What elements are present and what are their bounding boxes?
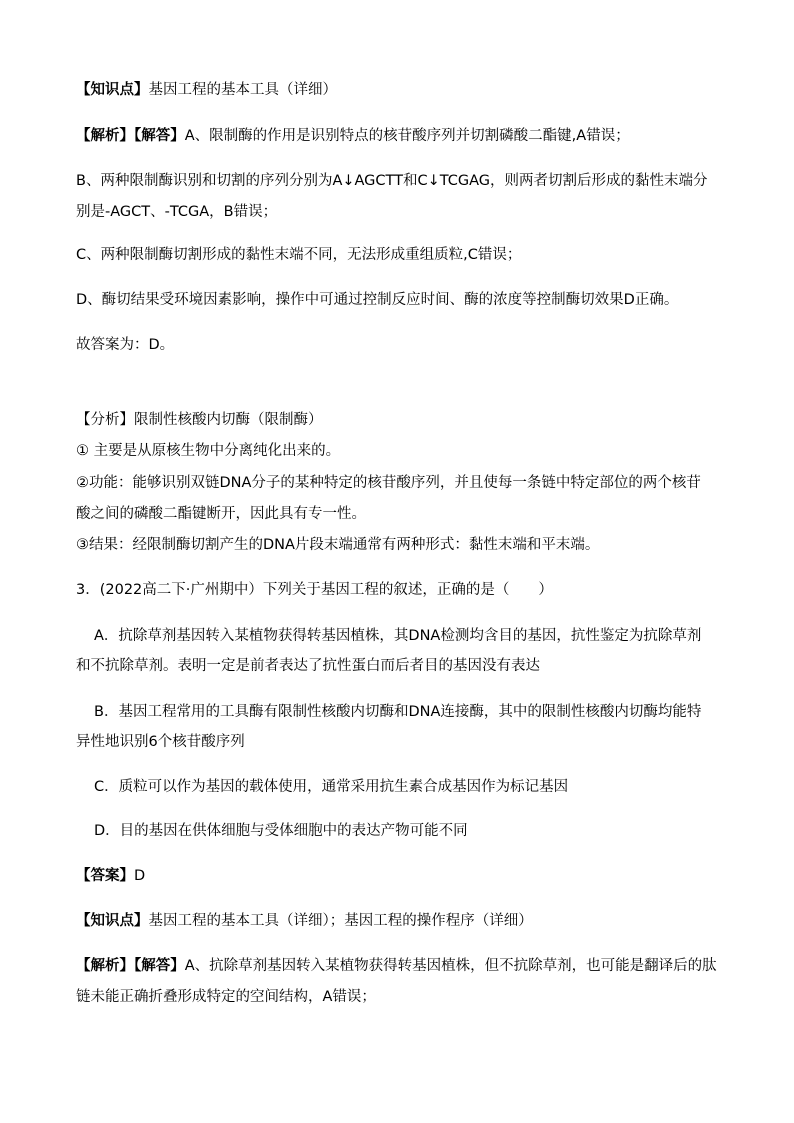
q3-analysis-a1-text: A、抗除草剂基因转入某植物获得转基因植株，但不抗除草剂，也可能是翻译后的肽 xyxy=(184,958,717,974)
q3-analysis-label: 【解析】【解答】 xyxy=(76,958,185,974)
q3-analysis-line2: 链未能正确折叠形成特定的空间结构，A错误； xyxy=(76,989,376,1005)
point-3: ③结果：经限制酶切割产生的DNA片段末端通常有两种形式：黏性末端和平末端。 xyxy=(76,537,600,553)
knowledge-point-label: 【知识点】 xyxy=(76,82,149,98)
analysis-line-d: D、酶切结果受环境因素影响，操作中可通过控制反应时间、酶的浓度等控制酶切效果D正确。 xyxy=(76,292,679,308)
option-b-line2: 异性地识别6个核苷酸序列 xyxy=(76,734,245,750)
answer-text: D xyxy=(134,868,146,884)
analysis-a-text: A、限制酶的作用是识别特点的核苷酸序列并切割磷酸二酯键,A错误； xyxy=(184,128,630,144)
fenxi-line xyxy=(76,410,736,430)
answer-label: 【答案】 xyxy=(76,868,134,884)
analysis-label: 【解析】【解答】 xyxy=(76,128,185,144)
q3-knowledge-point-label: 【知识点】 xyxy=(76,913,149,929)
knowledge-point-line xyxy=(76,80,736,100)
q3-knowledge-point-line xyxy=(76,911,736,931)
analysis-line-b2: 别是-AGCT、-TCGA，B错误； xyxy=(76,204,278,220)
option-a-line1: A．抗除草剂基因转入某植物获得转基因植株，其DNA检测均含目的基因，抗性鉴定为抗除草剂 xyxy=(94,628,702,644)
q3-knowledge-point-text: 基因工程的基本工具（详细）；基因工程的操作程序（详细） xyxy=(148,913,533,929)
point-1: ① 主要是从原核生物中分离纯化出来的。 xyxy=(76,443,341,459)
analysis-line-b1: B、两种限制酶识别和切割的序列分别为A↓AGCTT和C↓TCGAG，则两者切割后形成的黏性末端分 xyxy=(76,173,708,189)
answer-line xyxy=(76,866,736,886)
fenxi-text: 限制性核酸内切酶（限制酶） xyxy=(134,412,323,428)
option-c: C．质粒可以作为基因的载体使用，通常采用抗生素合成基因作为标记基因 xyxy=(94,779,569,795)
q3-analysis-line1 xyxy=(76,956,736,976)
fenxi-label: 【分析】 xyxy=(76,412,134,428)
analysis-line-c: C、两种限制酶切割形成的黏性末端不同，无法形成重组质粒,C错误； xyxy=(76,247,522,263)
question-3-stem: 3．(2022高二下·广州期中）下列关于基因工程的叙述，正确的是（ ） xyxy=(76,582,553,598)
option-a-line2: 和不抗除草剂。表明一定是前者表达了抗性蛋白而后者目的基因没有表达 xyxy=(76,658,540,674)
option-b-line1: B．基因工程常用的工具酶有限制性核酸内切酶和DNA连接酶，其中的限制性核酸内切酶均能特 xyxy=(94,704,702,720)
point-2-line2: 酸之间的磷酸二酯键断开，因此具有专一性。 xyxy=(76,506,366,522)
analysis-line-a xyxy=(76,126,736,146)
option-d: D．目的基因在供体细胞与受体细胞中的表达产物可能不同 xyxy=(94,823,468,839)
conclusion-line: 故答案为：D。 xyxy=(76,337,175,353)
knowledge-point-text: 基因工程的基本工具（详细） xyxy=(148,82,337,98)
point-2-line1: ②功能：能够识别双链DNA分子的某种特定的核苷酸序列，并且使每一条链中特定部位的两个核苷 xyxy=(76,475,701,491)
